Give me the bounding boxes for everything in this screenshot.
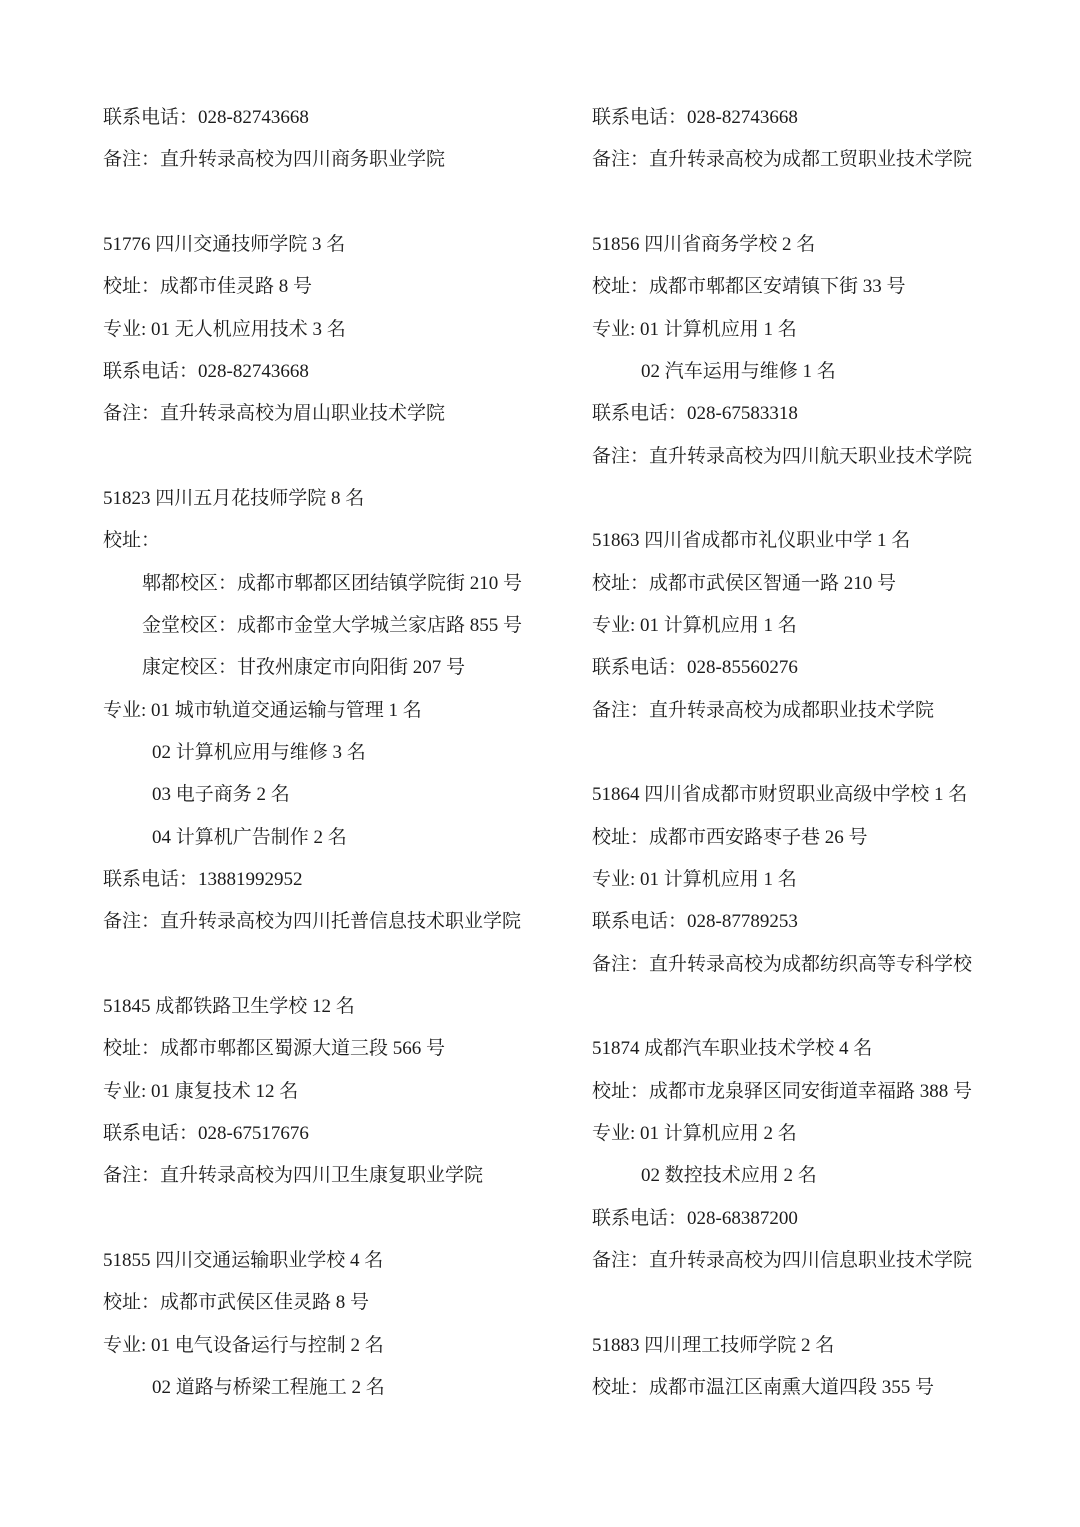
text-line: 专业: 01 电气设备运行与控制 2 名 (103, 1334, 384, 1356)
text-line: 联系电话：028-82743668 (592, 107, 798, 128)
text-line: 联系电话：13881992952 (103, 868, 303, 890)
school-block (592, 97, 1074, 182)
text-line: 51856 四川省商务学校 2 名 (592, 233, 816, 255)
text-line: 校址：成都市龙泉驿区同安街道幸福路 388 号 (592, 1080, 973, 1102)
text-line: 51823 四川五月花技师学院 8 名 (103, 487, 365, 509)
text-line: 专业: 01 计算机应用 1 名 (592, 614, 797, 636)
text-line: 51863 四川省成都市礼仪职业中学 1 名 (592, 530, 911, 552)
text-line: 02 计算机应用与维修 3 名 (152, 741, 366, 763)
text-line: 02 数控技术应用 2 名 (641, 1165, 817, 1187)
text-line: 康定校区：甘孜州康定市向阳街 207 号 (142, 657, 466, 679)
school-block (103, 1240, 585, 1409)
text-line: 02 道路与桥梁工程施工 2 名 (152, 1376, 385, 1398)
text-line: 专业: 01 计算机应用 2 名 (592, 1122, 797, 1144)
text-line: 51874 成都汽车职业技术学校 4 名 (592, 1038, 873, 1060)
text-line: 专业: 01 无人机应用技术 3 名 (103, 318, 346, 340)
school-block (103, 478, 585, 944)
text-line: 联系电话：028-82743668 (103, 360, 309, 382)
school-block (592, 224, 1074, 478)
text-line: 联系电话：028-67583318 (592, 403, 798, 425)
text-line: 联系电话：028-87789253 (592, 911, 798, 933)
text-line: 备注：直升转录高校为四川卫生康复职业学院 (103, 1165, 484, 1187)
text-line: 联系电话：028-82743668 (103, 107, 309, 128)
school-block (592, 1028, 1074, 1282)
text-line: 备注：直升转录高校为成都纺织高等专科学校 (592, 953, 973, 975)
text-line: 专业: 01 计算机应用 1 名 (592, 318, 797, 340)
text-line: 校址： (103, 530, 161, 552)
text-line: 校址：成都市郫都区安靖镇下街 33 号 (592, 276, 906, 298)
text-line: 备注：直升转录高校为四川托普信息技术职业学院 (103, 911, 522, 933)
text-line: 联系电话：028-85560276 (592, 657, 798, 679)
right-column (592, 97, 1074, 1409)
text-line: 专业: 01 计算机应用 1 名 (592, 868, 797, 890)
text-line: 备注：直升转录高校为成都工贸职业技术学院 (592, 149, 973, 171)
text-line: 备注：直升转录高校为眉山职业技术学院 (103, 403, 446, 425)
text-line: 备注：直升转录高校为四川航天职业技术学院 (592, 445, 973, 467)
text-line: 郫都校区：成都市郫都区团结镇学院街 210 号 (142, 572, 523, 594)
text-line: 51864 四川省成都市财贸职业高级中学校 1 名 (592, 784, 968, 806)
text-line: 备注：直升转录高校为四川信息职业技术学院 (592, 1249, 973, 1271)
school-block (592, 1325, 1074, 1410)
text-line: 校址：成都市武侯区智通一路 210 号 (592, 572, 897, 594)
school-block (103, 986, 585, 1198)
text-line: 联系电话：028-67517676 (103, 1122, 309, 1144)
text-line: 校址：成都市武侯区佳灵路 8 号 (103, 1292, 370, 1314)
text-line: 专业: 01 康复技术 12 名 (103, 1080, 299, 1102)
school-block (592, 774, 1074, 986)
text-line: 51855 四川交通运输职业学校 4 名 (103, 1249, 384, 1271)
text-line: 校址：成都市温江区南熏大道四段 355 号 (592, 1376, 935, 1398)
school-block (103, 224, 585, 436)
text-line: 金堂校区：成都市金堂大学城兰家店路 855 号 (142, 614, 523, 636)
text-line: 51845 成都铁路卫生学校 12 名 (103, 995, 355, 1017)
text-line: 备注：直升转录高校为成都职业技术学院 (592, 699, 935, 721)
school-block (592, 520, 1074, 732)
school-block (103, 97, 585, 182)
text-line: 02 汽车运用与维修 1 名 (641, 360, 836, 382)
text-line: 备注：直升转录高校为四川商务职业学院 (103, 149, 446, 171)
text-line: 校址：成都市西安路枣子巷 26 号 (592, 826, 868, 848)
text-line: 04 计算机广告制作 2 名 (152, 826, 347, 848)
text-line: 校址：成都市郫都区蜀源大道三段 566 号 (103, 1038, 446, 1060)
text-line: 03 电子商务 2 名 (152, 784, 290, 806)
text-line: 联系电话：028-68387200 (592, 1207, 798, 1229)
text-line: 专业: 01 城市轨道交通运输与管理 1 名 (103, 699, 422, 721)
text-line: 校址：成都市佳灵路 8 号 (103, 276, 313, 298)
left-column (103, 97, 585, 1409)
text-line: 51883 四川理工技师学院 2 名 (592, 1334, 835, 1356)
text-line: 51776 四川交通技师学院 3 名 (103, 233, 346, 255)
